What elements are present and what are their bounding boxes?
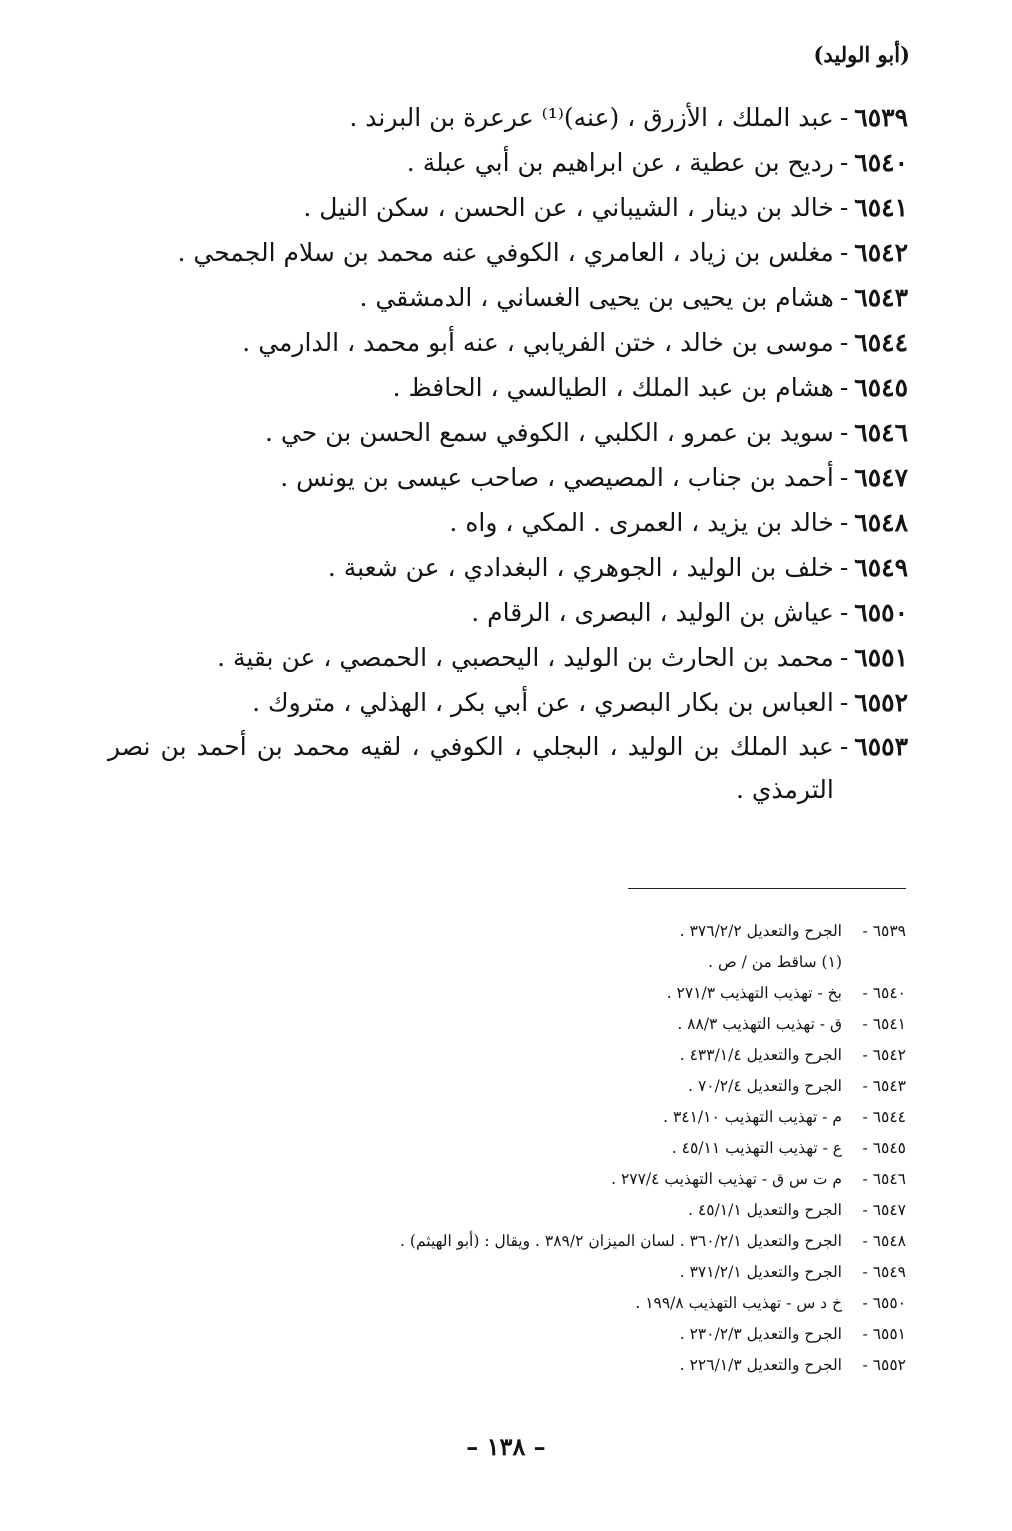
entry-number: ٦٥٤٣ — [854, 283, 908, 312]
entry — [108, 500, 908, 545]
footnote-number: ٦٥٥١ - — [862, 1325, 906, 1343]
footnote-number: ٦٥٣٩ - — [862, 922, 906, 940]
entry-dash: - — [839, 373, 849, 402]
footnote-number: ٦٥٥٢ - — [862, 1356, 906, 1374]
entry — [108, 230, 908, 275]
entry — [108, 545, 908, 590]
footnote-number: ٦٥٤٠ - — [862, 984, 906, 1002]
entry-dash: - — [839, 553, 849, 582]
footnote — [206, 1133, 906, 1164]
entry — [108, 680, 908, 725]
entry — [108, 95, 908, 140]
entry-text: رديح بن عطية ، عن ابراهيم بن أبي عبلة . — [406, 148, 834, 177]
footnote — [206, 1009, 906, 1040]
entry-dash: - — [839, 148, 849, 177]
footnote-number: ٦٥٤٧ - — [862, 1201, 906, 1219]
entry-number: ٦٥٤٥ — [854, 373, 908, 402]
entry-text: موسى بن خالد ، ختن الفريابي ، عنه أبو محمد ، الدارمي . — [242, 328, 834, 357]
entry-dash: - — [839, 463, 849, 492]
footnote-text: م - تهذيب التهذيب ٣٤١/١٠ . — [663, 1108, 842, 1126]
entry-number: ٦٥٥٢ — [854, 688, 908, 717]
footnote — [206, 916, 906, 947]
footnote-number: ٦٥٤٤ - — [862, 1108, 906, 1126]
footnote-number: ٦٥٤٢ - — [862, 1046, 906, 1064]
entry-text: سويد بن عمرو ، الكلبي ، الكوفي سمع الحسن بن حي . — [265, 418, 834, 447]
footnote — [206, 1040, 906, 1071]
page-number: – ١٣٨ – — [466, 1432, 546, 1461]
footnote — [206, 1288, 906, 1319]
entry-number: ٦٥٥٠ — [854, 598, 908, 627]
footnote-text: الجرح والتعديل ٣٦٠/٢/١ . لسان الميزان ٣٨٩/٢ . ويقال : (أبو الهيثم) . — [400, 1232, 842, 1250]
footnote-number: ٦٥٤٣ - — [862, 1077, 906, 1095]
entry — [108, 140, 908, 185]
entry-number: ٦٥٤٢ — [854, 238, 908, 267]
footnote-number: ٦٥٤١ - — [862, 1015, 906, 1033]
footnote-text: الجرح والتعديل ٢٣٠/٢/٣ . — [679, 1325, 842, 1343]
footnote — [206, 1257, 906, 1288]
footnote-divider — [628, 888, 906, 889]
entry — [108, 635, 908, 680]
entry-dash: - — [839, 643, 849, 672]
footnote — [206, 1164, 906, 1195]
entry-dash: - — [839, 598, 849, 627]
entry-number: ٦٥٤٤ — [854, 328, 908, 357]
entry-number: ٦٥٤٦ — [854, 418, 908, 447]
footnote-text: الجرح والتعديل ٣٧١/٢/١ . — [679, 1263, 842, 1281]
entry — [108, 320, 908, 365]
entry-dash: - — [839, 732, 849, 761]
footnote — [206, 1071, 906, 1102]
footnote-text: ق - تهذيب التهذيب ٨٨/٣ . — [677, 1015, 842, 1033]
footnote-text: الجرح والتعديل ٣٧٦/٢/٢ . — [679, 922, 842, 940]
entry-text: خالد بن دينار ، الشيباني ، عن الحسن ، سكن النيل . — [303, 193, 834, 222]
footnote-text: الجرح والتعديل ٢٢٦/١/٣ . — [679, 1356, 842, 1374]
footnote-text: الجرح والتعديل ٤٣٣/١/٤ . — [679, 1046, 842, 1064]
entry-number: ٦٥٣٩ — [854, 103, 908, 132]
entry-text: هشام بن عبد الملك ، الطيالسي ، الحافظ . — [392, 373, 834, 402]
entry-number: ٦٥٤١ — [854, 193, 908, 222]
footnote-text: بخ - تهذيب التهذيب ٢٧١/٣ . — [666, 984, 842, 1002]
entry-text: عياش بن الوليد ، البصرى ، الرقام . — [471, 598, 834, 627]
footnotes-list — [206, 916, 906, 1381]
footnote — [206, 1319, 906, 1350]
footnote-number: ٦٥٤٩ - — [862, 1263, 906, 1281]
entry-text: عبد الملك ، الأزرق ، (عنه)⁽¹⁾ عرعرة بن البرند . — [349, 103, 834, 132]
entry — [108, 455, 908, 500]
entry-number: ٦٥٥٣ — [854, 732, 908, 761]
entry — [108, 410, 908, 455]
entry-number: ٦٥٤٩ — [854, 553, 908, 582]
footnote-text: (١) ساقط من / ص . — [708, 953, 842, 971]
entry-number: ٦٥٥١ — [854, 643, 908, 672]
entry-text: هشام بن يحيى بن يحيى الغساني ، الدمشقي . — [359, 283, 834, 312]
footnote-text: خ د س - تهذيب التهذيب ١٩٩/٨ . — [635, 1294, 842, 1312]
footnote-number — [842, 947, 906, 978]
entry-text: أحمد بن جناب ، المصيصي ، صاحب عيسى بن يونس . — [280, 463, 834, 492]
entry-dash: - — [839, 238, 849, 267]
footnote — [206, 1350, 906, 1381]
entries-list — [108, 95, 908, 811]
footnote — [206, 1102, 906, 1133]
footnote-number: ٦٥٤٨ - — [862, 1232, 906, 1250]
footnote-text: ع - تهذيب التهذيب ٤٥/١١ . — [671, 1139, 842, 1157]
footnote-number: ٦٥٤٦ - — [862, 1170, 906, 1188]
entry-number: ٦٥٤٧ — [854, 463, 908, 492]
entry-dash: - — [839, 103, 849, 132]
entry-dash: - — [839, 283, 849, 312]
entry-dash: - — [839, 193, 849, 222]
entry-number: ٦٥٤٠ — [854, 148, 908, 177]
footnote-text: الجرح والتعديل ٧٠/٢/٤ . — [688, 1077, 842, 1095]
footnote-text: الجرح والتعديل ٤٥/١/١ . — [688, 1201, 842, 1219]
entry-dash: - — [839, 688, 849, 717]
entry — [108, 275, 908, 320]
entry-text: عبد الملك بن الوليد ، البجلي ، الكوفي ، لقيه محمد بن أحمد بن نصر الترمذي . — [108, 732, 834, 804]
entry-text: خلف بن الوليد ، الجوهري ، البغدادي ، عن شعبة . — [327, 553, 834, 582]
entry-dash: - — [839, 508, 849, 537]
entry-text: خالد بن يزيد ، العمرى . المكي ، واه . — [449, 508, 834, 537]
entry — [108, 365, 908, 410]
entry — [108, 185, 908, 230]
entry-number: ٦٥٤٨ — [854, 508, 908, 537]
footnote-number: ٦٥٥٠ - — [862, 1294, 906, 1312]
footnote — [206, 978, 906, 1009]
running-header: (أبو الوليد) — [813, 42, 910, 67]
footnote — [206, 1195, 906, 1226]
footnote-text: م ت س ق - تهذيب التهذيب ٢٧٧/٤ . — [611, 1170, 842, 1188]
entry-dash: - — [839, 418, 849, 447]
footnote — [206, 1226, 906, 1257]
footnote — [206, 947, 906, 978]
entry-text: العباس بن بكار البصري ، عن أبي بكر ، الهذلي ، متروك . — [252, 688, 834, 717]
entry-dash: - — [839, 328, 849, 357]
entry-text: محمد بن الحارث بن الوليد ، اليحصبي ، الحمصي ، عن بقية . — [217, 643, 834, 672]
entry — [108, 725, 908, 811]
entry-text: مغلس بن زياد ، العامري ، الكوفي عنه محمد بن سلام الجمحي . — [177, 238, 834, 267]
entry — [108, 590, 908, 635]
footnote-number: ٦٥٤٥ - — [862, 1139, 906, 1157]
